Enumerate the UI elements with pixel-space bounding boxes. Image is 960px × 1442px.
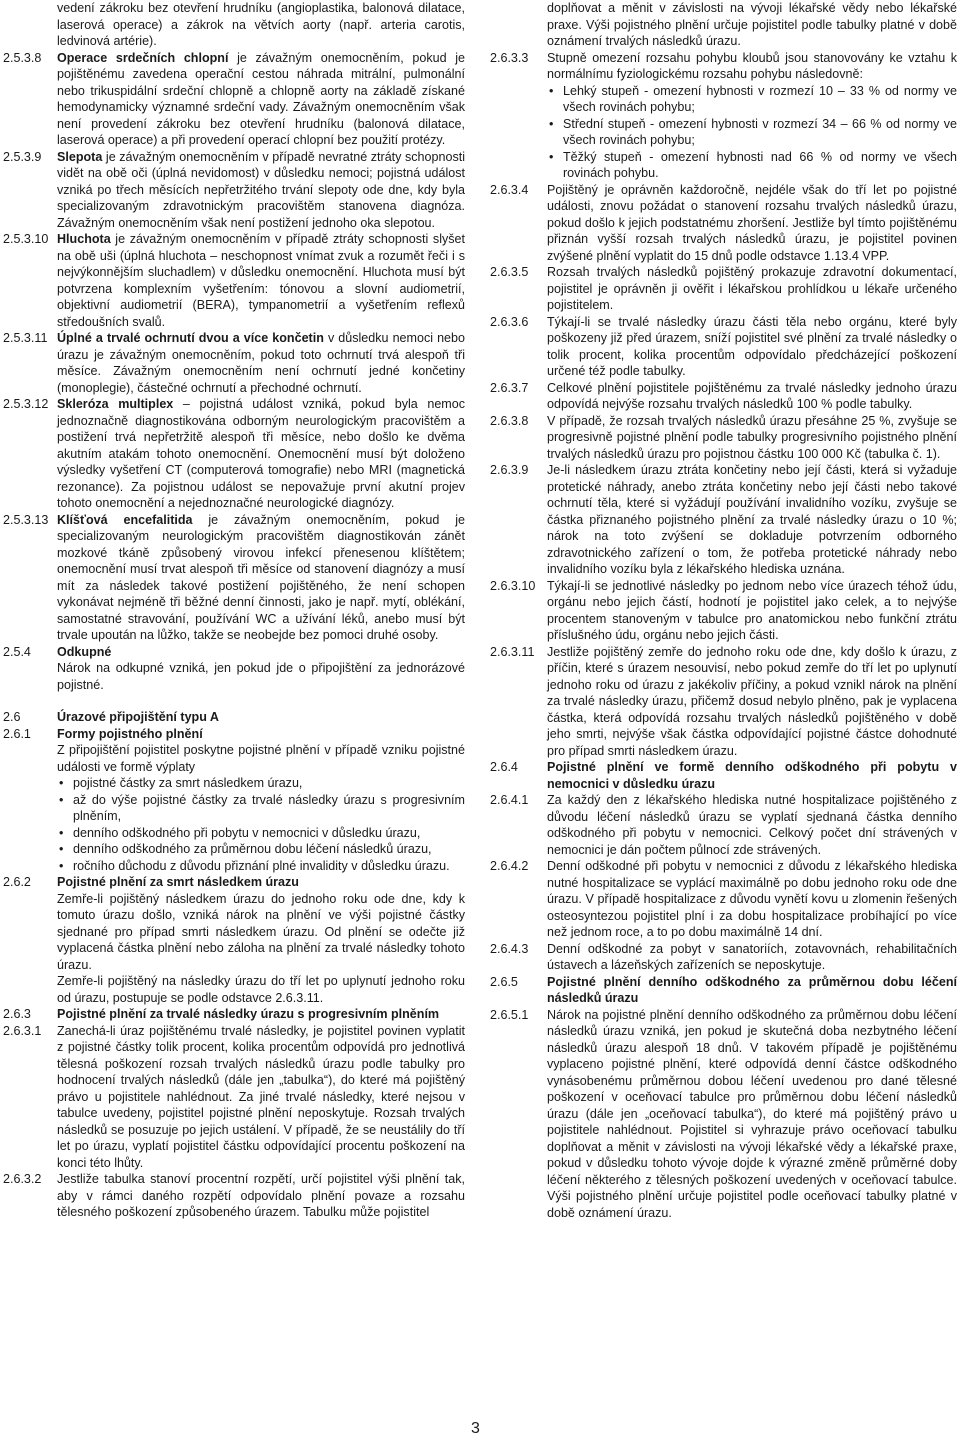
paragraph-text xyxy=(57,1006,465,1023)
paragraph-text xyxy=(57,726,465,743)
paragraph-text xyxy=(57,874,465,891)
text-run: doplňovat a měnit v závislosti na vývoji lékařské vědy nebo lékařské praxe. Výši pojistného plnění určuje pojistitel podle tabulky platné v době oznámení trvalých následků úrazu. xyxy=(547,1,957,48)
text-run: Celkové plnění pojistitele pojištěnému za trvalé následky jednoho úrazu odpovídá nejvýše rozsahu trvalých následků 100 % podle tabulky. xyxy=(547,380,957,411)
paragraph-text xyxy=(57,50,465,149)
section-number: 2.6 xyxy=(3,710,21,724)
bold-term: Úplné a trvalé ochrnutí dvou a více končetin xyxy=(57,331,324,345)
bold-term: Formy pojistného plnění xyxy=(57,726,203,741)
paragraph-text xyxy=(547,759,957,792)
paragraph xyxy=(3,1006,465,1023)
section-number: 2.6.3.10 xyxy=(490,578,536,593)
paragraph-text xyxy=(547,314,957,380)
list-item: • Střední stupeň - omezení hybnosti v rozmezí 34 – 66 % od normy ve všech rovinách pohybu; xyxy=(563,116,957,149)
section-number: 2.6.4.3 xyxy=(490,941,529,956)
paragraph xyxy=(3,512,465,644)
text-run: v důsledku nemoci nebo úrazu je závažným onemocněním, pokud toto ochrnutí trvá alespoň tři měsíce. Závažným onemocněním není ochrnutí jedné končetiny (monoplegie), částečné ochrnutí a přechodné ochrnutí. xyxy=(57,331,465,395)
paragraph-text xyxy=(57,1023,465,1172)
paragraph-text xyxy=(57,0,465,50)
bold-term: Odkupné xyxy=(57,644,112,659)
section-number: 2.6.1 xyxy=(3,726,31,741)
paragraph-text xyxy=(57,973,465,1006)
text-run: Nárok na pojistné plnění denního odškodného za průměrnou dobu léčení následků úrazu vzniká, jen pokud je skutečná doba nezbytného léčení následků úrazu alespoň 18 dnů. V takovém případě je pojištěnému vyplaceno pojistné plnění, které odpovídá denní částce odškodného vynásobenému průměrnou dobou léčení uvedenou pro dané tělesné poškození v oceňovací tabulce pro průměrnou dobu léčení následků úrazu (dále jen „oceňovací tabulka“), do které má pojištěný právo u pojistitele nahlédnout. Pojistitel si vyhrazuje právo oceňovací tabulku doplňovat a měnit v závislosti na vývoji lékařské vědy a lékařské praxe, pokud v důsledku tohoto vývoje dojde k výrazné změně průměrné doby léčení některého z tělesných poškození uvedených v oceňovací tabulce. Výši pojistného plnění určuje pojistitel podle oceňovací tabulky platné v době oznámení úrazu. xyxy=(547,1007,957,1220)
section-number: 2.6.3.3 xyxy=(490,50,529,65)
text-run: Pojištěný je oprávněn každoročně, nejdéle však do tří let po pojistné události, znovu požádat o stanovení rozsahu trvalých následků úrazu, pokud došlo k jejich podstatnému zhoršení. Jestliže byl tímto pojištěnému přiznán vyšší rozsah trvalých následků úrazu, je pojistitel povinen zvýšené plnění vyplatit do 15 dnů podle odstavce 1.13.4 VPP. xyxy=(547,182,957,263)
paragraph-text xyxy=(547,578,957,644)
text-run: Denní odškodné za pobyt v sanatoriích, zotavovnách, rehabilitačních ústavech a lázeňských zařízeních se neposkytuje. xyxy=(547,941,957,972)
paragraph xyxy=(490,314,957,380)
text-run: – pojistná událost vzniká, pokud byla nemoc jednoznačně diagnostikována odborným neurologickým pracovištěm a postižení trvá nepřetržitě alespoň tři měsíce, nebo došlo ke dvěma akutním atakám tohoto onemocnění. Onemocnění musí být doloženo výsledky vyšetření CT (computerová tomografie) nebo MRI (magnetická rezonance). Za pojistnou událost se nepovažuje první akutní projev tohoto onemocnění a nejednoznačné neurologické diagnózy. xyxy=(57,397,466,510)
text-run: Za každý den z lékařského hlediska nutné hospitalizace pojištěného z důvodu léčení následků úrazu se vyplatí sjednaná částka denního odškodného při pobytu v nemocnici. Celkový počet dní strávených v nemocnici je dán počtem půlnocí zde strávených. xyxy=(547,793,957,857)
text-run: Zemře-li pojištěný následkem úrazu do jednoho roku ode dne, kdy k tomuto úrazu došlo, vzniká nárok na plnění ve výši pojistné částky sjednané pro případ smrti následkem úrazu. Od plnění se odečte již vyplacená částka plnění nebo záloha na plnění za trvalé následky tohoto úrazu. xyxy=(57,891,465,972)
list-item: • denního odškodného za průměrnou dobu léčení následků úrazu, xyxy=(73,841,465,858)
paragraph-text xyxy=(547,644,957,760)
list-item: • denního odškodného při pobytu v nemocnici v důsledku úrazu, xyxy=(73,825,465,842)
text-run: Jestliže pojištěný zemře do jednoho roku ode dne, kdy došlo k úrazu, z příčin, které s úrazem nesouvisí, nebo pokud zemře do tří let po uplynutí jednoho roku od úrazu z jakékoliv příčiny, a pokud vznikl nárok na plnění za trvalé následky úrazu, přičemž dosud nebylo plněno, pak je vyplacena částka, která odpovídá rozsahu trvalých následků pojištěného v době jeho smrti, nejvýše však částka odpovídající pojistné částce dohodnuté pro případ smrti následkem úrazu. xyxy=(547,644,957,758)
paragraph-text xyxy=(547,264,957,314)
paragraph-text xyxy=(57,512,465,644)
paragraph-text xyxy=(57,742,465,775)
paragraph xyxy=(490,264,957,314)
paragraph-text xyxy=(57,1171,465,1221)
section-number: 2.6.5 xyxy=(490,974,518,989)
text-run: Stupně omezení rozsahu pohybu kloubů jsou stanovovány ke vztahu k normálnímu fyziologickému rozsahu pohybu následovně: xyxy=(547,50,957,81)
paragraph-text xyxy=(547,182,957,265)
right-column xyxy=(490,0,957,1221)
paragraph-text xyxy=(547,462,957,578)
paragraph-text xyxy=(547,792,957,858)
bold-term: Pojistné plnění za smrt následkem úrazu xyxy=(57,875,299,889)
paragraph xyxy=(490,50,957,83)
text-run: Zemře-li pojištěný na následky úrazu do tří let po uplynutí jednoho roku od úrazu, postupuje se podle odstavce 2.6.3.11. xyxy=(57,974,465,1005)
text-run: Jestliže tabulka stanoví procentní rozpětí, určí pojistitel výši plnění tak, aby v rámci daného rozpětí odpovídalo plnění povaze a rozsahu tělesného poškození způsobeného úrazem. Tabulku může pojistitel xyxy=(57,1172,465,1219)
section-number xyxy=(3,660,57,693)
paragraph-text xyxy=(57,231,465,330)
paragraph xyxy=(490,380,957,413)
section-number xyxy=(3,973,57,1006)
list-item: • Lehký stupeň - omezení hybnosti v rozmezí 10 – 33 % od normy ve všech rovinách pohybu; xyxy=(563,83,957,116)
left-column xyxy=(3,0,465,1221)
paragraph-text xyxy=(57,396,465,512)
paragraph xyxy=(3,330,465,396)
section-number: 2.5.3.9 xyxy=(3,149,42,164)
section-number xyxy=(3,0,57,50)
text-run: Týkají-li se jednotlivé následky po jednom nebo více úrazech téhož údu, orgánu nebo jejich částí, hodnotí je pojistitel jako celek, a to nejvýše procentem stanoveným v tabulce pro anatomickou nebo funkční ztrátu příslušného údu, orgánu nebo jejich části. xyxy=(547,578,957,642)
text-run: je závažným onemocněním v případě ztráty schopnosti slyšet na obě uši (úplná hluchota – neschopnost vnímat zvuk a rozumět řeči i s nejvýkonnějším sluchadlem) v důsledku onemocnění. Hluchota musí být potvrzena komplexním vyšetřením: tónovou a slovní audiometrií, objektivní audiometrií (BERA), tympanometrií a vyšetřením reflexů středoušních svalů. xyxy=(57,232,465,329)
bullet-list xyxy=(547,83,957,182)
section-number: 2.6.4 xyxy=(490,760,518,774)
paragraph xyxy=(490,182,957,265)
section-number: 2.6.3.1 xyxy=(3,1023,42,1038)
section-number: 2.6.3.7 xyxy=(490,380,529,395)
paragraph xyxy=(3,726,465,743)
paragraph xyxy=(490,858,957,941)
section-number: 2.6.3.9 xyxy=(490,463,529,477)
text-run: Týkají-li se trvalé následky úrazu části těla nebo orgánu, které byly poškozeny již před úrazem, sníží pojistitel své plnění za trvalé následky o tolik procent, kolika procentům odpovídalo předcházející poškození určené též podle tabulky. xyxy=(547,314,957,378)
section-number: 2.6.3.8 xyxy=(490,413,529,428)
paragraph xyxy=(3,0,465,50)
text-run: je závažným onemocněním v případě nevratné ztráty schopnosti vidět na obě oči (úplná nevidomost) v důsledku nemoci; pojistná událost vzniká po třech měsících nepřetržitého trvání slepoty ode dne, kdy byla specializovaným zdravotnickým pracovištěm stanovena diagnóza. Závažným onemocněním však není postižení jednoho oka slepotou. xyxy=(57,149,465,230)
paragraph-text xyxy=(57,660,465,693)
section-number: 2.6.4.1 xyxy=(490,793,529,807)
paragraph-text xyxy=(547,1007,957,1222)
paragraph xyxy=(490,413,957,463)
list-item: • ročního důchodu z důvodu přiznání plné invalidity v důsledku úrazu. xyxy=(73,858,465,875)
section-number xyxy=(3,742,57,775)
paragraph xyxy=(490,462,957,578)
text-run: Nárok na odkupné vzniká, jen pokud jde o připojištění za jednorázové pojistné. xyxy=(57,661,465,692)
list-item: • až do výše pojistné částky za trvalé následky úrazu s progresivním plněním, xyxy=(73,792,465,825)
section-number: 2.5.3.11 xyxy=(3,331,48,345)
bold-term: Skleróza multiplex xyxy=(57,397,174,411)
paragraph-text xyxy=(57,891,465,974)
bold-term: Pojistné plnění za trvalé následky úrazu s progresivním plněním xyxy=(57,1007,440,1021)
paragraph xyxy=(3,50,465,149)
text-run: Z připojištění pojistitel poskytne pojistné plnění v případě vzniku pojistné události ve formě výplaty xyxy=(57,743,465,774)
paragraph-text xyxy=(547,380,957,413)
bullet-list xyxy=(57,775,465,874)
paragraph-text xyxy=(57,149,465,232)
text-run: V případě, že rozsah trvalých následků úrazu přesáhne 25 %, zvyšuje se progresivně pojistné plnění podle tabulky progresivního pojistného plnění trvalých následků úrazu pro pojistnou částku 100 000 Kč (tabulka č. 1). xyxy=(547,413,957,461)
paragraph xyxy=(490,759,957,792)
paragraph-text xyxy=(547,858,957,941)
bold-term: Hluchota xyxy=(57,232,111,246)
paragraph xyxy=(490,644,957,760)
paragraph-text xyxy=(547,941,957,974)
section-number: 2.6.3.5 xyxy=(490,265,529,279)
paragraph xyxy=(3,231,465,330)
section-number: 2.6.5.1 xyxy=(490,1007,529,1022)
section-number: 2.6.3.4 xyxy=(490,182,529,197)
text-run: Zanechá-li úraz pojištěnému trvalé následky, je pojistitel povinen vyplatit z pojistné částky tolik procent, kolika procentům odpovídá pro jednotlivá tělesná poškození rozsah trvalých následků úrazu podle tabulky pro hodnocení trvalých následků (dále jen „tabulka“), do které má pojištěný právo u pojistitele nahlédnout. Za jiné trvalé následky, které nejsou v tabulce uvedeny, pojistitel pojistné plnění neposkytuje. Rozsah trvalých následků se posuzuje po jejich ustálení. V případě, že se neustálily do tří let po úrazu, vyplatí pojistitel částku odpovídající procentu poškození na konci této lhůty. xyxy=(57,1023,465,1170)
paragraph-text xyxy=(547,974,957,1007)
paragraph-text xyxy=(547,50,957,83)
section-gap xyxy=(3,693,465,709)
section-number: 2.6.3 xyxy=(3,1007,31,1021)
paragraph xyxy=(3,644,465,661)
page-number: 3 xyxy=(471,1420,480,1437)
section-number: 2.5.3.12 xyxy=(3,397,49,411)
section-number: 2.6.4.2 xyxy=(490,859,529,873)
list-item: • pojistné částky za smrt následkem úrazu, xyxy=(73,775,465,792)
paragraph xyxy=(3,1023,465,1172)
paragraph xyxy=(490,0,957,50)
section-number: 2.6.2 xyxy=(3,875,31,889)
section-number: 2.5.3.13 xyxy=(3,512,49,527)
section-number: 2.6.3.11 xyxy=(490,644,535,659)
paragraph xyxy=(490,941,957,974)
text-run: Rozsah trvalých následků pojištěný prokazuje zdravotní dokumentací, pojistitel je oprávněn ji ověřit i lékařskou prohlídkou u lékaře určeného pojistitelem. xyxy=(547,265,957,312)
paragraph xyxy=(3,709,465,726)
paragraph xyxy=(3,660,465,693)
bold-term: Operace srdečních chlopní xyxy=(57,50,229,65)
paragraph xyxy=(490,578,957,644)
text-run: Je-li následkem úrazu ztráta končetiny nebo její části, která si vyžaduje protetické náhrady, anebo ztráta končetiny nebo její části nebo takové ochrnutí těla, které si vyžádují používání invalidního vozíku, zvyšuje se částka přiznaného pojistného plnění za trvalé následky úrazu o 10 %; nárok na toto zvýšení se dokladuje potvrzením odborného zdravotnického zařízení o tom, že potřeba protetické náhrady nebo invalidního vozíku byla z lékařského hlediska uznána. xyxy=(547,463,957,576)
paragraph xyxy=(3,891,465,974)
section-number: 2.5.3.8 xyxy=(3,50,42,65)
paragraph xyxy=(490,974,957,1007)
paragraph xyxy=(3,396,465,512)
bold-term: Úrazové připojištění typu A xyxy=(57,710,219,724)
bold-term: Pojistné plnění ve formě denního odškodného při pobytu v nemocnici v důsledku úrazu xyxy=(547,760,957,791)
paragraph xyxy=(490,1007,957,1222)
text-run: je závažným onemocněním, pokud je pojištěnému zavedena operační cestou náhrada mitrální, pulmonální nebo trikuspidální srdeční chlopně a chlopně aorty na základě získané hemodynamicky významné srdeční vady. Závažným onemocněním však není provedení zákroku bez otevření hrudníku (balonová dilatace, laserová operace) a při provedení operací chlopní bez použití protézy. xyxy=(57,50,465,147)
paragraph-text xyxy=(57,644,465,661)
list-item: • Těžký stupeň - omezení hybnosti nad 66 % od normy ve všech rovinách pohybu. xyxy=(563,149,957,182)
paragraph-text xyxy=(57,709,465,726)
section-number: 2.5.3.10 xyxy=(3,232,49,246)
text-run: je závažným onemocněním, pokud je specializovaným neurologickým pracovištěm diagnostikován zánět mozkové tkáně způsobený virovou infekcí přenesenou klíštětem; onemocnění musí trvat alespoň tři měsíce od stanovení diagnózy a musí mít za následek takové postižení pojištěného, že není schopen vykonávat nejméně tři běžné denní činnosti, jako je např. mytí, oblékání, samostatné stravování, používání WC a užívání léků, anebo musí být trvale upoután na lůžko, takže se neobejde bez pomoci druhé osoby. xyxy=(57,512,465,642)
text-run: Denní odškodné při pobytu v nemocnici z důvodu z lékařského hlediska nutné hospitalizace se vyplácí maximálně po dobu jednoho roku ode dne úrazu. V případě hospitalizace z důvodu vynětí kovu u zlomenin řešených osteosyntezou pojistitel plní i za dobu hospitalizace probíhající po více než jednom roce, a to po dobu maximálně 14 dní. xyxy=(547,859,957,939)
section-number xyxy=(490,0,547,50)
section-number xyxy=(3,891,57,974)
text-run: vedení zákroku bez otevření hrudníku (angioplastika, balonová dilatace, laserová operace) a zákrok na větvích aorty (např. arteria carotis, ledvinová artérie). xyxy=(57,1,465,48)
paragraph-text xyxy=(57,330,465,396)
section-number: 2.6.3.2 xyxy=(3,1172,42,1186)
paragraph xyxy=(490,792,957,858)
paragraph xyxy=(3,1171,465,1221)
paragraph xyxy=(3,149,465,232)
paragraph xyxy=(3,742,465,775)
bold-term: Pojistné plnění denního odškodného za průměrnou dobu léčení následků úrazu xyxy=(547,974,957,1005)
paragraph xyxy=(3,973,465,1006)
bold-term: Klíšťová encefalitida xyxy=(57,512,193,527)
section-number: 2.6.3.6 xyxy=(490,314,529,329)
paragraph-text xyxy=(547,413,957,463)
bold-term: Slepota xyxy=(57,149,103,164)
paragraph xyxy=(3,874,465,891)
section-number: 2.5.4 xyxy=(3,644,31,659)
paragraph-text xyxy=(547,0,957,50)
